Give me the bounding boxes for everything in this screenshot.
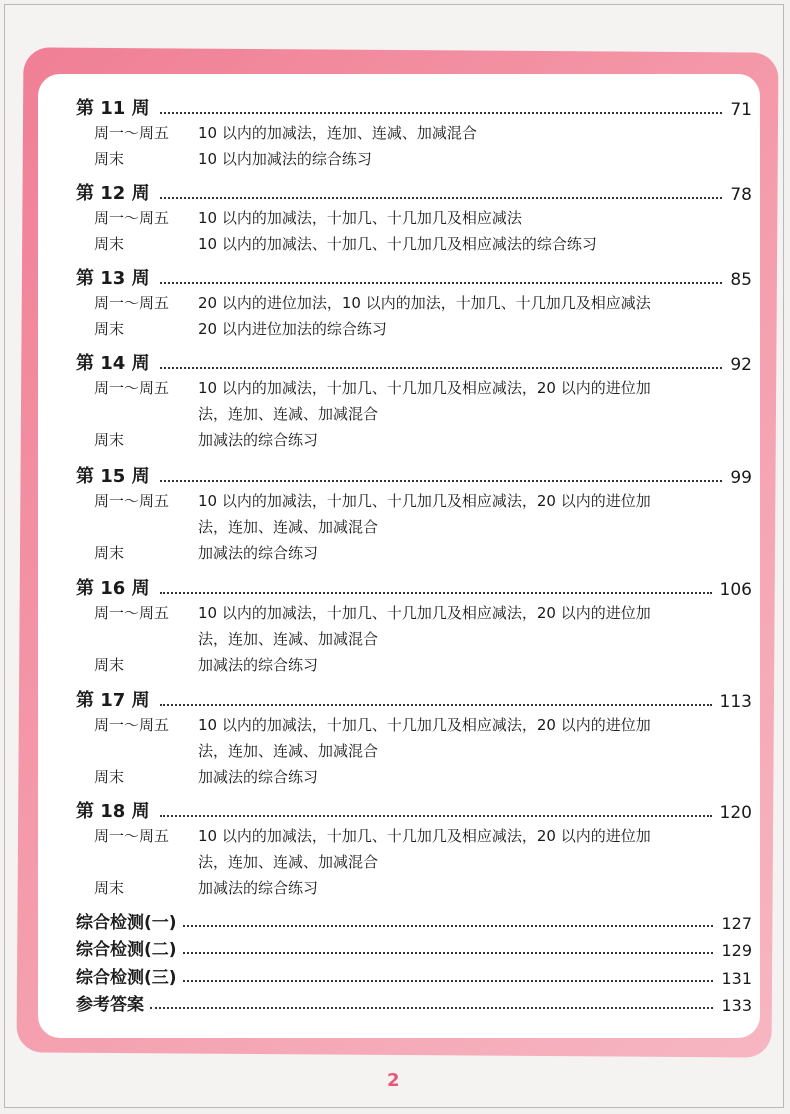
- weekday-topic: 10 以内的加减法，十加几、十几加几及相应减法，20 以内的进位加: [198, 604, 651, 622]
- extra-title: 综合检测(一): [76, 913, 177, 933]
- extra-title: 综合检测(三): [76, 968, 177, 988]
- page-number: 2: [387, 1070, 400, 1091]
- dot-leader: [183, 980, 714, 982]
- week-page: 78: [730, 185, 752, 205]
- week-title: 第 17 周: [76, 690, 150, 711]
- weekend-label: 周末: [94, 431, 125, 449]
- week-title: 第 18 周: [76, 801, 150, 822]
- toc-entry-week[interactable]: [76, 686, 752, 712]
- weekday-topic: 法，连加、连减、加减混合: [198, 630, 379, 648]
- weekday-label: 周一～周五: [94, 209, 170, 227]
- weekday-topic: 10 以内的加减法，十加几、十几加几及相应减法，20 以内的进位加: [198, 716, 651, 734]
- week-title: 第 15 周: [76, 466, 150, 487]
- weekend-topic: 10 以内加减法的综合练习: [198, 150, 372, 168]
- weekend-topic: 20 以内进位加法的综合练习: [198, 320, 387, 338]
- weekday-topic: 法，连加、连减、加减混合: [198, 518, 379, 536]
- toc-entry-week[interactable]: [76, 179, 752, 205]
- weekend-label: 周末: [94, 656, 125, 674]
- week-title: 第 13 周: [76, 268, 150, 289]
- extra-title: 综合检测(二): [76, 940, 177, 960]
- weekend-topic: 10 以内的加减法、十加几、十几加几及相应减法的综合练习: [198, 235, 597, 253]
- weekend-topic: 加减法的综合练习: [198, 656, 319, 674]
- dot-leader: [183, 925, 714, 927]
- week-page: 113: [719, 692, 752, 712]
- weekend-topic: 加减法的综合练习: [198, 544, 319, 562]
- weekday-topic: 20 以内的进位加法，10 以内的加法，十加几、十几加几及相应减法: [198, 294, 651, 312]
- weekday-label: 周一～周五: [94, 604, 170, 622]
- toc-entry-week[interactable]: [76, 462, 752, 488]
- weekend-topic: 加减法的综合练习: [198, 768, 319, 786]
- weekday-label: 周一～周五: [94, 492, 170, 510]
- weekday-topic: 10 以内的加减法，十加几、十几加几及相应减法，20 以内的进位加: [198, 379, 651, 397]
- dot-leader: [160, 367, 723, 369]
- weekday-label: 周一～周五: [94, 827, 170, 845]
- dot-leader: [183, 952, 714, 954]
- extra-title: 参考答案: [76, 995, 144, 1015]
- extra-page: 133: [721, 996, 752, 1015]
- weekday-label: 周一～周五: [94, 294, 170, 312]
- weekend-topic: 加减法的综合练习: [198, 879, 319, 897]
- extra-page: 129: [721, 941, 752, 960]
- dot-leader: [160, 480, 723, 482]
- weekday-topic: 法，连加、连减、加减混合: [198, 742, 379, 760]
- toc-entry-week[interactable]: [76, 264, 752, 290]
- week-page: 120: [719, 803, 752, 823]
- week-title: 第 14 周: [76, 353, 150, 374]
- dot-leader: [160, 282, 723, 284]
- dot-leader: [160, 592, 712, 594]
- week-page: 71: [730, 100, 752, 120]
- dot-leader: [160, 197, 723, 199]
- weekend-topic: 加减法的综合练习: [198, 431, 319, 449]
- toc-entry-extra[interactable]: [76, 909, 752, 933]
- toc-entry-extra[interactable]: [76, 936, 752, 960]
- weekend-label: 周末: [94, 544, 125, 562]
- weekday-topic: 法，连加、连减、加减混合: [198, 405, 379, 423]
- weekday-label: 周一～周五: [94, 124, 170, 142]
- week-page: 106: [719, 580, 752, 600]
- weekend-label: 周末: [94, 879, 125, 897]
- dot-leader: [160, 815, 712, 817]
- weekend-label: 周末: [94, 150, 125, 168]
- dot-leader: [150, 1007, 713, 1009]
- weekday-label: 周一～周五: [94, 716, 170, 734]
- week-title: 第 16 周: [76, 578, 150, 599]
- extra-page: 127: [721, 914, 752, 933]
- weekday-topic: 10 以内的加减法，连加、连减、加减混合: [198, 124, 477, 142]
- dot-leader: [160, 112, 723, 114]
- weekday-label: 周一～周五: [94, 379, 170, 397]
- extra-page: 131: [721, 969, 752, 988]
- toc-entry-extra[interactable]: [76, 991, 752, 1015]
- week-page: 99: [730, 468, 752, 488]
- weekday-topic: 10 以内的加减法，十加几、十几加几及相应减法: [198, 209, 522, 227]
- week-title: 第 11 周: [76, 98, 150, 119]
- toc-entry-week[interactable]: [76, 797, 752, 823]
- week-page: 85: [730, 270, 752, 290]
- toc-entry-week[interactable]: [76, 349, 752, 375]
- week-title: 第 12 周: [76, 183, 150, 204]
- toc-entry-week[interactable]: [76, 94, 752, 120]
- toc-entry-extra[interactable]: [76, 964, 752, 988]
- weekday-topic: 10 以内的加减法，十加几、十几加几及相应减法，20 以内的进位加: [198, 492, 651, 510]
- weekday-topic: 法，连加、连减、加减混合: [198, 853, 379, 871]
- toc-entry-week[interactable]: [76, 574, 752, 600]
- weekend-label: 周末: [94, 235, 125, 253]
- weekend-label: 周末: [94, 768, 125, 786]
- toc-panel: [38, 74, 760, 1038]
- weekend-label: 周末: [94, 320, 125, 338]
- week-page: 92: [730, 355, 752, 375]
- table-of-contents: [38, 74, 760, 1038]
- weekday-topic: 10 以内的加减法，十加几、十几加几及相应减法，20 以内的进位加: [198, 827, 651, 845]
- dot-leader: [160, 704, 712, 706]
